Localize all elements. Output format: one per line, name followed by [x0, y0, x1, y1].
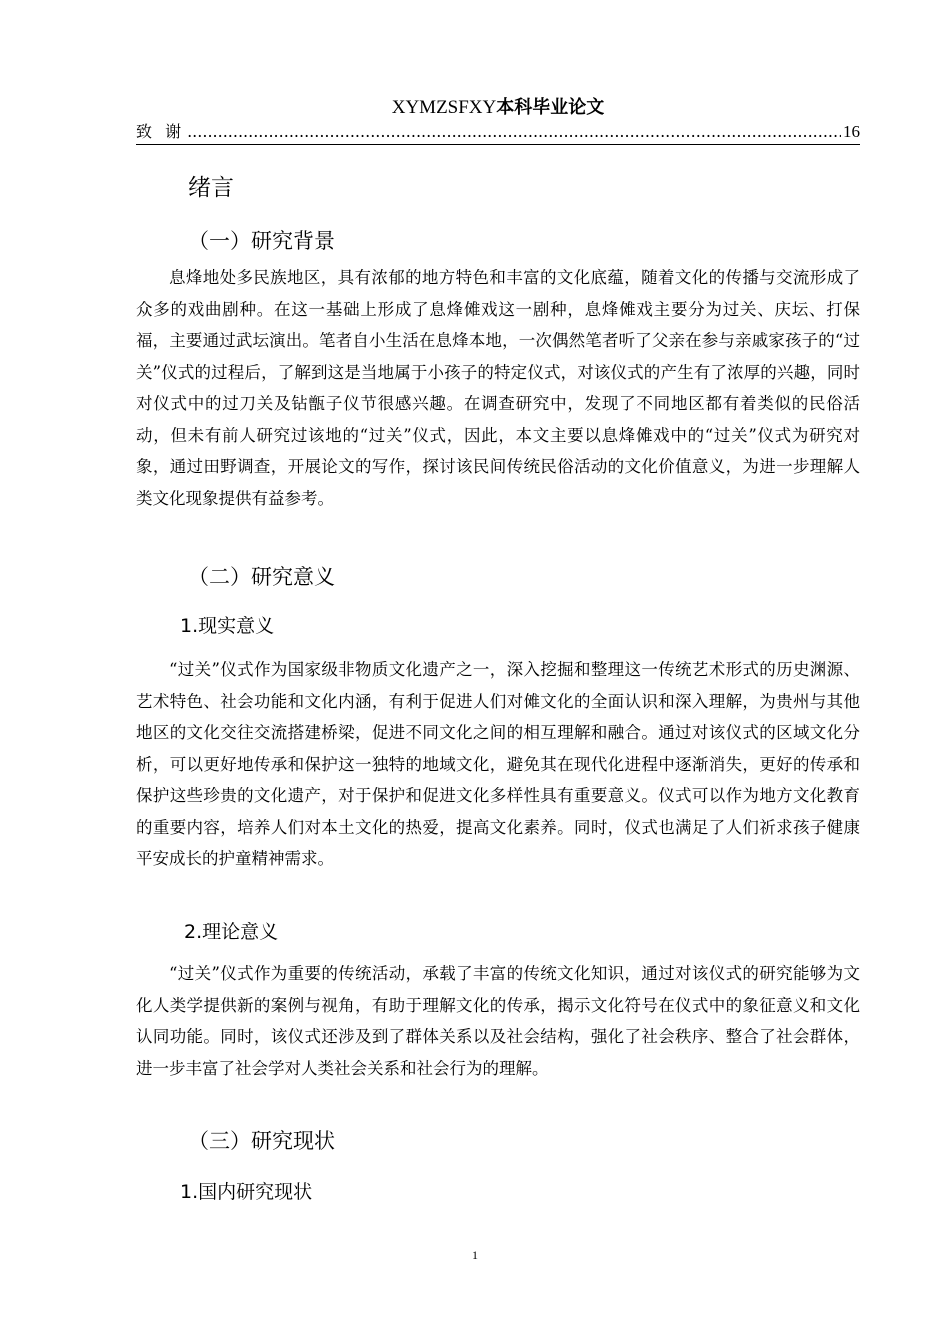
paragraph-background: 息烽地处多民族地区，具有浓郁的地方特色和丰富的文化底蕴，随着文化的传播与交流形成了众多的戏曲剧种。在这一基础上形成了息烽傩戏这一剧种，息烽傩戏主要分为过关、庆坛、打保福，主要通过武坛演出。笔者自小生活在息烽本地，一次偶然笔者听了父亲在参与亲戚家孩子的“过关”仪式的过程后，了解到这是当地属于小孩子的特定仪式，对该仪式的产生有了浓厚的兴趣，同时对仪式中的过刀关及钻甑子仪节很感兴趣。在调查研究中，发现了不同地区都有着类似的民俗活动，但未有前人研究过该地的“过关”仪式，因此，本文主要以息烽傩戏中的“过关”仪式为研究对象，通过田野调查，开展论文的写作，探讨该民间传统民俗活动的文化价值意义，为进一步理解人类文化现象提供有益参考。 — [136, 268, 860, 508]
subsection-heading-theoretical: 2.理论意义 — [184, 921, 279, 943]
toc-entry-page: 16 — [843, 122, 860, 141]
header-thesis-label: 本科毕业论文 — [496, 97, 605, 118]
section-heading-background: （一）研究背景 — [188, 229, 335, 253]
paragraph-theoretical-significance: “过关”仪式作为重要的传统活动，承载了丰富的传统文化知识，通过对该仪式的研究能够为文化人类学提供新的案例与视角，有助于理解文化的传承，揭示文化符号在仪式中的象征意义和文化认同功能。同时，该仪式还涉及到了群体关系以及社会结构，强化了社会秩序、整合了社会群体，进一步丰富了社会学对人类社会关系和社会行为的理解。 — [136, 964, 860, 1078]
toc-leader-dots — [187, 121, 841, 143]
toc-entry-acknowledgements[interactable] — [136, 121, 860, 143]
toc-entry-label: 致 谢 — [136, 122, 186, 141]
subsection-heading-practical: 1.现实意义 — [180, 615, 275, 637]
header-rule — [136, 144, 860, 145]
chapter-title: 绪言 — [188, 175, 234, 201]
section-heading-status: （三）研究现状 — [188, 1129, 335, 1153]
section-heading-significance: （二）研究意义 — [188, 565, 335, 589]
paragraph-practical-significance: “过关”仪式作为国家级非物质文化遗产之一，深入挖掘和整理这一传统艺术形式的历史渊源、艺术特色、社会功能和文化内涵，有利于促进人们对傩文化的全面认识和深入理解，为贵州与其他地区的文化交往交流搭建桥梁，促进不同文化之间的相互理解和融合。通过对该仪式的区域文化分析，可以更好地传承和保护这一独特的地域文化，避免其在现代化进程中逐渐消失，更好的传承和保护这些珍贵的文化遗产，对于保护和促进文化多样性具有重要意义。仪式可以作为地方文化教育的重要内容，培养人们对本土文化的热爱，提高文化素养。同时，仪式也满足了人们祈求孩子健康平安成长的护童精神需求。 — [136, 660, 860, 868]
page-number: 1 — [472, 1248, 478, 1262]
header-school-code: XYMZSFXY — [391, 97, 497, 118]
subsection-heading-domestic: 1.国内研究现状 — [180, 1181, 313, 1203]
running-header — [136, 94, 860, 121]
